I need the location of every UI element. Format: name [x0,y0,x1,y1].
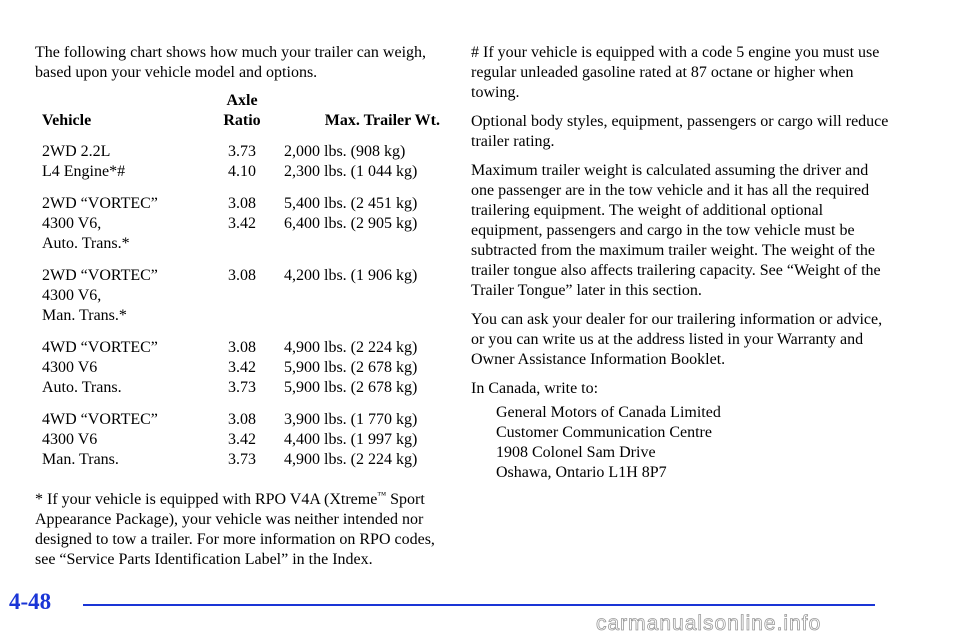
header-axle-line1: Axle [226,92,258,109]
axle-ratio-cell [204,266,280,338]
mailing-address [496,403,891,483]
vehicle-cell-line: Man. Trans. [42,451,119,468]
page-number: 4-48 [9,589,52,614]
footnote-part1: * If your vehicle is equipped with RPO V4A (Xtreme [35,491,378,508]
dealer-note: You can ask your dealer for our trailering information or advice, or you can write us at the address listed in your Warranty and Owner Assistance Information Booklet. [471,311,883,368]
table-row [35,338,440,410]
vehicle-cell-line: 4WD “VORTEC” [42,411,158,428]
axle-ratio-cell-line: 4.10 [228,163,256,180]
header-vehicle: Vehicle [42,112,92,129]
vehicle-cell [35,338,204,410]
vehicle-cell-line: Auto. Trans. [42,379,122,396]
table-row [35,194,440,266]
vehicle-cell [35,266,204,338]
max-weight-cell-line: 5,900 lbs. (2 678 kg) [284,379,418,396]
max-weight-note: Maximum trailer weight is calculated assuming the driver and one passenger are in the tow vehicle and it has all the required trailering equipment. The weight of additional optional equipment, passengers and cargo in the tow vehicle must be subtracted from the maximum trailer weight. The weight of the trailer tongue also affects trailering capacity. See “Weight of the Trailer Tongue” later in this section. [471,162,881,299]
vehicle-cell [35,194,204,266]
vehicle-cell-line: L4 Engine*# [42,163,126,180]
intro-text: The following chart shows how much your trailer can weigh, based upon your vehicle model and options. [35,44,427,81]
address-line: Customer Communication Centre [496,424,712,441]
canada-intro: In Canada, write to: [471,380,599,397]
vehicle-cell-line: Auto. Trans.* [42,235,130,252]
right-column [471,43,891,483]
vehicle-cell [35,410,204,482]
max-weight-cell [280,194,440,266]
vehicle-cell-line: 4WD “VORTEC” [42,339,158,356]
address-line: Oshawa, Ontario L1H 8P7 [496,464,667,481]
vehicle-cell-line: 2WD 2.2L [42,143,111,160]
axle-ratio-cell-line: 3.42 [228,359,256,376]
axle-ratio-cell [204,142,280,194]
optional-note: Optional body styles, equipment, passengers or cargo will reduce trailer rating. [471,113,889,150]
footer-divider [83,604,875,606]
max-weight-cell-line: 5,400 lbs. (2 451 kg) [284,195,418,212]
left-column [35,43,440,570]
footnote [35,485,440,570]
max-weight-cell-line: 3,900 lbs. (1 770 kg) [284,411,418,428]
vehicle-cell-line: 2WD “VORTEC” [42,267,158,284]
trademark-symbol: ™ [377,490,387,500]
max-weight-cell-line: 4,900 lbs. (2 224 kg) [284,451,418,468]
axle-ratio-cell [204,338,280,410]
max-weight-cell-line: 4,900 lbs. (2 224 kg) [284,339,418,356]
trailer-weight-table [35,91,440,482]
vehicle-cell-line: 2WD “VORTEC” [42,195,158,212]
address-line: General Motors of Canada Limited [496,404,721,421]
vehicle-cell [35,142,204,194]
axle-ratio-cell-line: 3.08 [228,267,256,284]
header-max-trailer-weight: Max. Trailer Wt. [324,112,440,129]
vehicle-cell-line: Man. Trans.* [42,307,127,324]
vehicle-cell-line: 4300 V6, [42,215,102,232]
table-row [35,266,440,338]
max-weight-cell [280,266,440,338]
max-weight-cell-line: 2,000 lbs. (908 kg) [284,143,406,160]
axle-ratio-cell-line: 3.08 [228,195,256,212]
footnote-part2: Sport Appearance Package), your vehicle was neither intended nor designed to tow a trailer. For more information on RPO codes, see “Service Parts Identification Label” in the Index. [35,491,435,568]
axle-ratio-cell-line: 3.73 [228,379,256,396]
header-axle-ratio [204,91,280,142]
axle-ratio-cell-line: 3.42 [228,431,256,448]
table-body [35,142,440,482]
vehicle-cell-line: 4300 V6, [42,287,102,304]
axle-ratio-cell-line: 3.73 [228,143,256,160]
axle-ratio-cell-line: 3.08 [228,411,256,428]
max-weight-cell-line: 4,400 lbs. (1 997 kg) [284,431,418,448]
vehicle-cell-line: 4300 V6 [42,359,98,376]
max-weight-cell [280,142,440,194]
max-weight-cell-line: 6,400 lbs. (2 905 kg) [284,215,418,232]
header-axle-line2: Ratio [223,112,261,129]
axle-ratio-cell-line: 3.42 [228,215,256,232]
max-weight-cell [280,410,440,482]
max-weight-cell-line: 2,300 lbs. (1 044 kg) [284,163,418,180]
axle-ratio-cell-line: 3.08 [228,339,256,356]
vehicle-cell-line: 4300 V6 [42,431,98,448]
max-weight-cell-line: 4,200 lbs. (1 906 kg) [284,267,418,284]
axle-ratio-cell [204,194,280,266]
axle-ratio-cell [204,410,280,482]
table-row [35,142,440,194]
address-line: 1908 Colonel Sam Drive [496,444,656,461]
axle-ratio-cell-line: 3.73 [228,451,256,468]
table-header-row [35,91,440,142]
max-weight-cell-line: 5,900 lbs. (2 678 kg) [284,359,418,376]
watermark: carmanualsonline.info [596,612,822,635]
table-row [35,410,440,482]
max-weight-cell [280,338,440,410]
engine-note: # If your vehicle is equipped with a code 5 engine you must use regular unleaded gasoline rated at 87 octane or higher when towing. [471,44,880,101]
